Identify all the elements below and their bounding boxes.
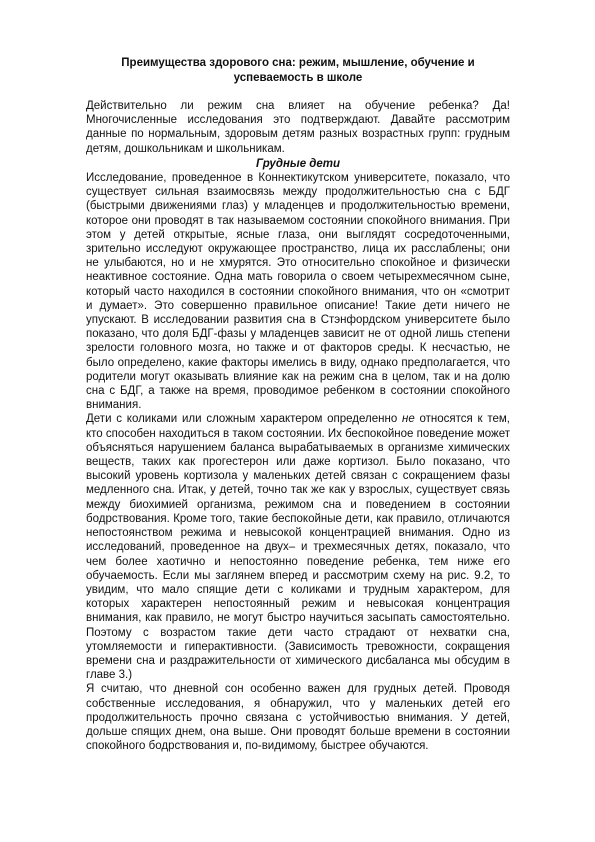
intro-paragraph: Действительно ли режим сна влияет на обучение ребенка? Да! Многочисленные исследования это подтверждают. Давайте рассмотрим данные по нормальным, здоровым детям разных возрастных групп: грудным детям, дошкольникам и школьникам. [86, 100, 510, 155]
paragraph-2-text-start: Дети с коликами или сложным характером определенно [86, 413, 403, 426]
body-paragraph-1: Исследование, проведенное в Коннектикутском университете, показало, что существует сильная взаимосвязь между продолжительностью сна с БДГ (быстрыми движениями глаз) у младенцев и продолжительностью времени, которое они проводят в так называемом состоянии спокойного внимания. При этом у детей открытые, ясные глаза, они выглядят сосредоточенными, зрительно исследуют окружающее пространство, лица их расслаблены; они не улыбаются, но и не хмурятся. Это относительно спокойное и физически неактивное состояние. Одна мать говорила о своем четырехмесячном сыне, который часто находился в состоянии спокойного внимания, что он «смотрит и думает». Это совершенно правильное описание! Такие дети ничего не упускают. В исследовании развития сна в Стэнфордском университете было показано, что доля БДГ-фазы у младенцев зависит не от одной лишь степени зрелости головного мозга, но также и от факторов среды. К несчастью, не было определено, какие факторы имелись в виду, однако предполагается, что родители могут оказывать влияние как на режим сна в целом, так и на долю сна с БДГ, а также на время, проводимое ребенком в состоянии спокойного внимания. [86, 172, 510, 412]
section-heading: Грудные дети [255, 157, 341, 170]
paragraph-2-text-end: относятся к тем, кто способен находиться в таком состоянии. Их беспокойное поведение может объясняться нарушением баланса вырабатываемых в организме химических веществ, таких как прогестерон или даже кортизол. Было показано, что высокий уровень кортизола у маленьких детей связан с сокращением фазы медленного сна. Итак, у детей, точно так же как у взрослых, существует связь между биохимией организма, режимом сна и поведением в состоянии бодрствования. Кроме того, такие беспокойные дети, как правило, отличаются непостоянством режима и невысокой концентрацией внимания. Одно из исследований, проведенное на двух– и трехмесячных детях, показало, что чем более хаотично и непостоянно поведение ребенка, тем ниже его обучаемость. Если мы заглянем вперед и рассмотрим схему на рис. 9.2, то увидим, что мало спящие дети с коликами и трудным характером, для которых характерен непостоянный режим и невысокая концентрация внимания, как правило, не могут быстро научиться засыпать самостоятельно. Поэтому с возрастом такие дети часто страдают от нехватки сна, утомляемости и гиперактивности. (Зависимость тревожности, сокращения времени сна и раздражительности от химического дисбаланса мы обсудим в главе 3.) [86, 413, 511, 682]
body-paragraph-2 [86, 412, 510, 682]
document-title: Преимущества здорового сна: режим, мышление, обучение и успеваемость в школе [121, 57, 475, 84]
document-page [86, 56, 510, 753]
body-paragraph-3: Я считаю, что дневной сон особенно важен для грудных детей. Проводя собственные исследования, я обнаружил, что у маленьких детей его продолжительность прочно связана с устойчивостью внимания. У детей, дольше спящих днем, она выше. Они проводят больше времени в состоянии спокойного бодрствования и, по-видимому, быстрее обучаются. [86, 683, 510, 753]
paragraph-2-emphasis: не [402, 413, 415, 426]
